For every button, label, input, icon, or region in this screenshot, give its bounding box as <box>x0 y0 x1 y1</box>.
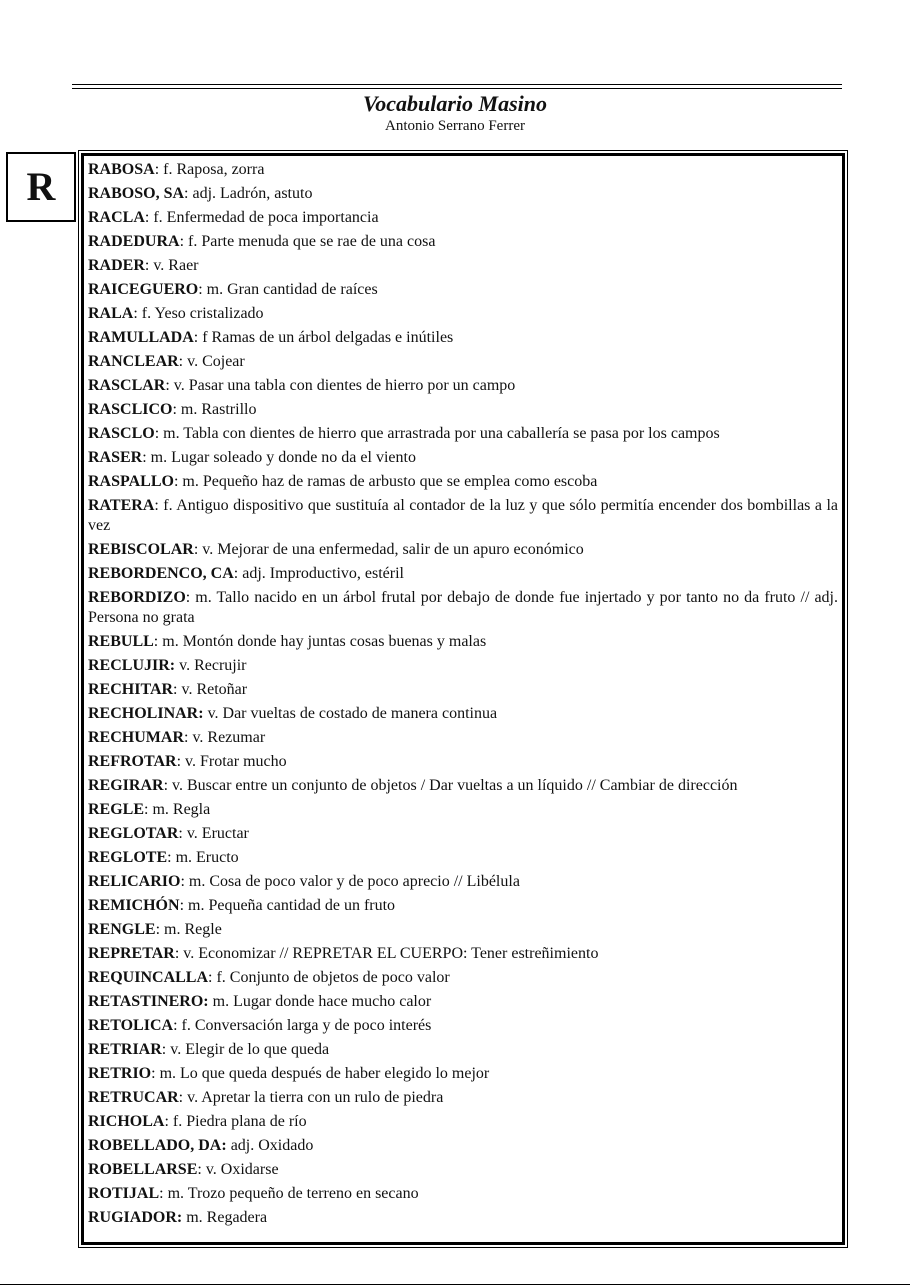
entry-term: RECHITAR <box>88 681 174 698</box>
glossary-entry <box>88 968 838 988</box>
entry-definition: : v. Buscar entre un conjunto de objetos / Dar vueltas a un líquido // Cambiar de dirección <box>163 777 738 794</box>
entry-definition: m. Regadera <box>182 1209 268 1226</box>
entry-term: RAMULLADA <box>88 329 194 346</box>
entry-definition: : m. Pequeño haz de ramas de arbusto que se emplea como escoba <box>173 473 598 490</box>
glossary-entry <box>88 376 838 396</box>
glossary-entry <box>88 352 838 372</box>
entry-definition: : f. Yeso cristalizado <box>133 305 264 322</box>
glossary-entry <box>88 656 838 676</box>
glossary-entry <box>88 540 838 560</box>
entry-term: RABOSA <box>88 161 155 178</box>
entry-definition: adj. Oxidado <box>226 1137 314 1154</box>
entry-term: REGLOTAR <box>88 825 179 842</box>
glossary-entry <box>88 872 838 892</box>
entry-term: REGIRAR <box>88 777 164 794</box>
entry-term: RECHUMAR <box>88 729 184 746</box>
entry-term: RALA <box>88 305 134 322</box>
entry-term: RELICARIO <box>88 873 181 890</box>
entry-definition: : v. Mejorar de una enfermedad, salir de un apuro económico <box>193 541 584 558</box>
entry-term: RETOLICA <box>88 1017 174 1034</box>
entry-definition: : f. Enfermedad de poca importancia <box>144 209 379 226</box>
entry-definition: : v. Raer <box>144 257 199 274</box>
glossary-entry <box>88 1016 838 1036</box>
footer-rule <box>0 1284 910 1285</box>
glossary-entry <box>88 800 838 820</box>
entry-term: RASPALLO <box>88 473 174 490</box>
entry-definition: : v. Cojear <box>178 353 245 370</box>
entry-term: REBULL <box>88 633 154 650</box>
entry-definition: : f. Antiguo dispositivo que sustituía al contador de la luz y que sólo permitía encender dos bombillas a la vez <box>88 497 838 534</box>
entry-definition: : m. Lo que queda después de haber elegido lo mejor <box>151 1065 490 1082</box>
glossary-entry <box>88 448 838 468</box>
glossary-entry <box>88 776 838 796</box>
glossary-entry <box>88 424 838 444</box>
glossary-entry <box>88 704 838 724</box>
glossary-entry <box>88 1160 838 1180</box>
entry-definition: : v. Rezumar <box>184 729 266 746</box>
entry-definition: : adj. Improductivo, estéril <box>233 565 404 582</box>
entry-term: RAICEGUERO <box>88 281 199 298</box>
entry-definition: v. Dar vueltas de costado de manera continua <box>203 705 498 722</box>
entry-definition: : v. Eructar <box>178 825 249 842</box>
entry-term: RENGLE <box>88 921 156 938</box>
entry-term: REMICHÓN <box>88 897 180 914</box>
entry-term: REBISCOLAR <box>88 541 194 558</box>
entry-term: RANCLEAR <box>88 353 179 370</box>
entry-definition: : m. Pequeña cantidad de un fruto <box>179 897 396 914</box>
glossary-entry <box>88 824 838 844</box>
entry-term: ROTIJAL <box>88 1185 160 1202</box>
entry-definition: : f. Conversación larga y de poco interés <box>173 1017 432 1034</box>
glossary-entries <box>88 160 838 1232</box>
glossary-entry <box>88 680 838 700</box>
entry-definition: : f. Parte menuda que se rae de una cosa <box>179 233 436 250</box>
glossary-entry <box>88 1184 838 1204</box>
entry-definition: : m. Tallo nacido en un árbol frutal por debajo de donde fue injertado y por tanto no da fruto // adj. Persona no grata <box>88 589 838 626</box>
entry-definition: : m. Montón donde hay juntas cosas buenas y malas <box>153 633 487 650</box>
document-author: Antonio Serrano Ferrer <box>385 118 525 134</box>
glossary-entry <box>88 728 838 748</box>
glossary-entry <box>88 1136 838 1156</box>
entry-term: ROBELLARSE <box>88 1161 198 1178</box>
entry-term: RADEDURA <box>88 233 180 250</box>
entry-term: RASCLAR <box>88 377 166 394</box>
glossary-entry <box>88 160 838 180</box>
entry-term: ROBELLADO, DA: <box>88 1137 227 1154</box>
glossary-entry <box>88 280 838 300</box>
glossary-entry <box>88 992 838 1012</box>
entry-definition: : m. Trozo pequeño de terreno en secano <box>159 1185 419 1202</box>
document-title: Vocabulario Masino <box>363 91 547 116</box>
entry-definition: m. Lugar donde hace mucho calor <box>208 993 432 1010</box>
entry-term: REGLE <box>88 801 145 818</box>
entry-term: RETRIAR <box>88 1041 162 1058</box>
entry-definition: : m. Lugar soleado y donde no da el viento <box>142 449 416 466</box>
glossary-entry <box>88 304 838 324</box>
entry-definition: : v. Retoñar <box>173 681 248 698</box>
glossary-entry <box>88 944 838 964</box>
entry-term: RETASTINERO: <box>88 993 209 1010</box>
entry-definition: v. Recrujir <box>175 657 247 674</box>
entry-term: RUGIADOR: <box>88 1209 183 1226</box>
entry-definition: : f Ramas de un árbol delgadas e inútiles <box>193 329 454 346</box>
entry-term: REBORDENCO, CA <box>88 565 234 582</box>
entry-definition: : m. Gran cantidad de raíces <box>198 281 378 298</box>
entry-term: REQUINCALLA <box>88 969 209 986</box>
glossary-entry <box>88 564 838 584</box>
entry-term: REBORDIZO <box>88 589 186 606</box>
glossary-entry <box>88 208 838 228</box>
entry-definition: : m. Regle <box>155 921 222 938</box>
glossary-entry <box>88 752 838 772</box>
entry-term: RASCLO <box>88 425 155 442</box>
entry-term: RADER <box>88 257 145 274</box>
entry-term: RABOSO, SA <box>88 185 185 202</box>
entry-definition: : v. Pasar una tabla con dientes de hierro por un campo <box>165 377 516 394</box>
entry-definition: : v. Economizar // REPRETAR EL CUERPO: Tener estreñimiento <box>174 945 599 962</box>
entry-definition: : m. Regla <box>144 801 211 818</box>
entry-definition: : adj. Ladrón, astuto <box>184 185 313 202</box>
entry-term: REPRETAR <box>88 945 175 962</box>
glossary-entry <box>88 1112 838 1132</box>
glossary-entry <box>88 1088 838 1108</box>
section-letter: R <box>26 164 56 209</box>
glossary-entry <box>88 472 838 492</box>
glossary-entry <box>88 256 838 276</box>
entry-term: RECHOLINAR: <box>88 705 204 722</box>
glossary-entry <box>88 1208 838 1228</box>
glossary-entry <box>88 232 838 252</box>
glossary-entry <box>88 1040 838 1060</box>
entry-term: RETRIO <box>88 1065 152 1082</box>
entry-definition: : v. Oxidarse <box>197 1161 279 1178</box>
entry-definition: : m. Rastrillo <box>172 401 257 418</box>
entry-term: REGLOTE <box>88 849 168 866</box>
header-rule <box>72 84 842 89</box>
entry-term: RETRUCAR <box>88 1089 179 1106</box>
entry-definition: : m. Cosa de poco valor y de poco aprecio // Libélula <box>180 873 520 890</box>
entry-definition: : v. Apretar la tierra con un rulo de piedra <box>178 1089 444 1106</box>
glossary-entry <box>88 848 838 868</box>
glossary-entry <box>88 896 838 916</box>
glossary-entry <box>88 496 838 536</box>
entry-definition: : f. Raposa, zorra <box>154 161 265 178</box>
entry-term: RATERA <box>88 497 155 514</box>
entry-definition: : f. Conjunto de objetos de poco valor <box>208 969 450 986</box>
entry-term: RASCLICO <box>88 401 173 418</box>
entry-definition: : v. Elegir de lo que queda <box>161 1041 330 1058</box>
entry-term: RICHOLA <box>88 1113 165 1130</box>
glossary-entry <box>88 632 838 652</box>
entry-term: REFROTAR <box>88 753 177 770</box>
entry-definition: : m. Tabla con dientes de hierro que arrastrada por una caballería se pasa por los campos <box>154 425 720 442</box>
glossary-entry <box>88 328 838 348</box>
glossary-entry <box>88 1064 838 1084</box>
entry-term: RECLUJIR: <box>88 657 176 674</box>
glossary-entry <box>88 400 838 420</box>
entry-term: RACLA <box>88 209 145 226</box>
glossary-entry <box>88 920 838 940</box>
entry-definition: : m. Eructo <box>167 849 239 866</box>
entry-definition: : f. Piedra plana de río <box>164 1113 307 1130</box>
section-letter-box <box>6 152 76 222</box>
entry-term: RASER <box>88 449 143 466</box>
entry-definition: : v. Frotar mucho <box>176 753 287 770</box>
glossary-entry <box>88 588 838 628</box>
glossary-entry <box>88 184 838 204</box>
